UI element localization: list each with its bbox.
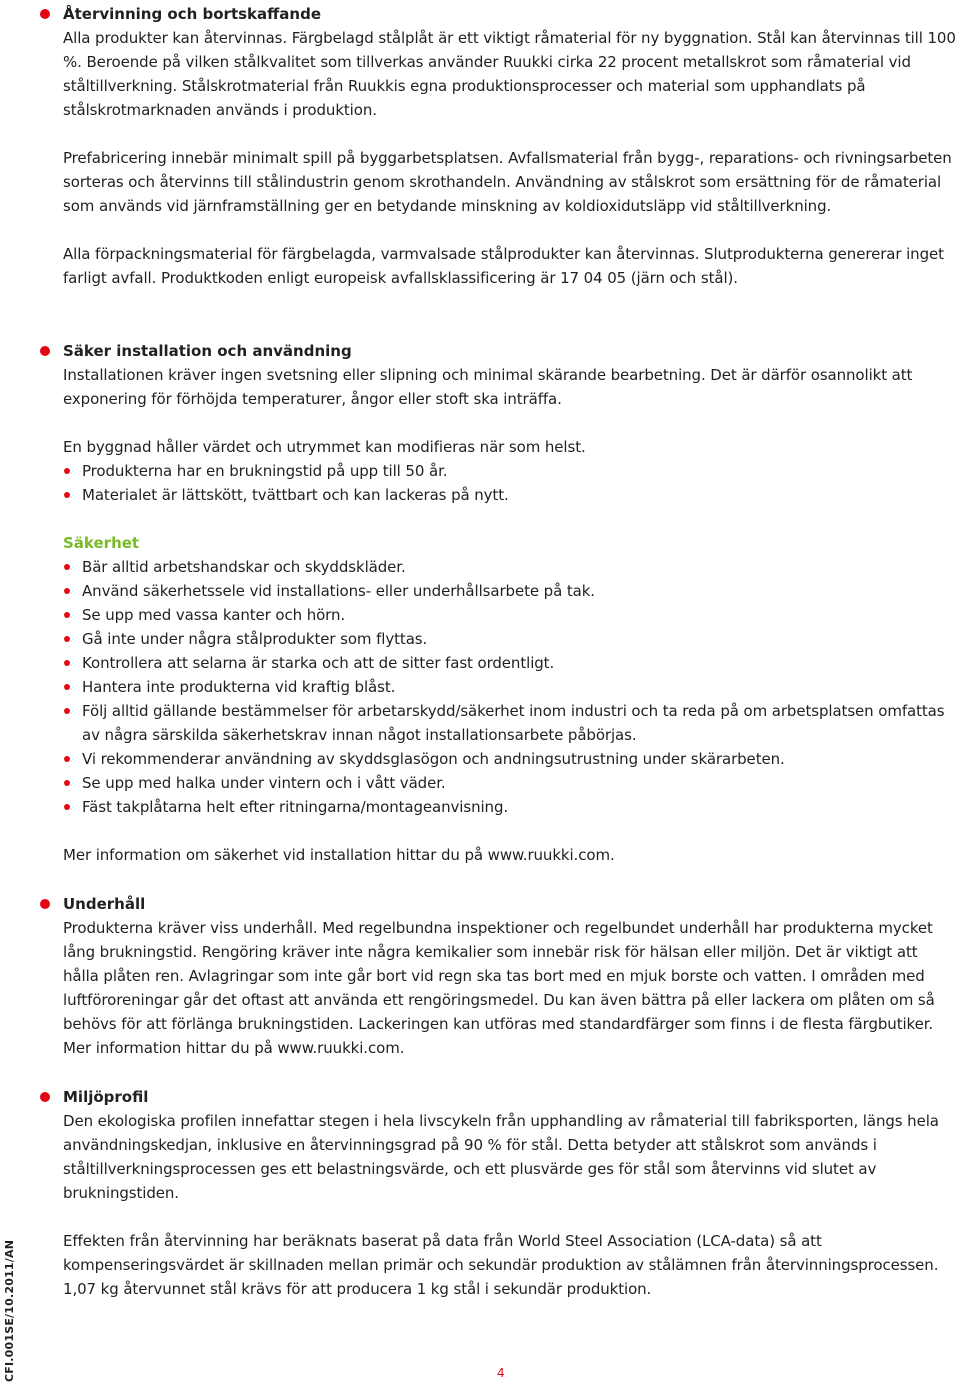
bullet-icon <box>64 588 70 594</box>
more-info-text: Mer information om säkerhet vid installation hittar du på www.ruukki.com. <box>63 846 615 864</box>
red-bullet-icon <box>40 899 50 909</box>
section-heading <box>63 1085 956 1109</box>
page-number: 4 <box>497 1366 505 1380</box>
paragraph: Prefabricering innebär minimalt spill på byggarbetsplatsen. Avfallsmaterial från bygg-, reparations- och rivningsarbeten sorteras och återvinns till stålindustrin genom skrothandeln. Användning av stålskrot som ersättning för de råmaterial som används vid järnframställning ger en betydande minskning av koldioxidutsläpp vid ståltillverkning. <box>63 149 952 215</box>
section-recycling <box>63 2 956 290</box>
bullet-icon <box>64 780 70 786</box>
bullet-icon <box>64 708 70 714</box>
paragraph: Den ekologiska profilen innefattar stegen i hela livscykeln från upphandling av råmaterial till fabriksporten, längs hela användningskedjan, inklusive en återvinningsgrad på 90 % för stål. Detta betyder att stålskrot som används i ståltillverkningsprocessen ges ett belastningsvärde, och ett plusvärde ges för stål som återvinns vid slutet av brukningstiden. <box>63 1112 939 1202</box>
section-heading <box>63 339 956 363</box>
bullet-icon <box>64 612 70 618</box>
paragraph: Installationen kräver ingen svetsning eller slipning och minimal skärande bearbetning. Det är därför osannolikt att exponering för förhöjda temperaturer, ångor eller stoft ska inträffa. <box>63 366 913 408</box>
section-environment <box>63 1085 956 1301</box>
section-heading <box>63 2 956 26</box>
bullet-icon <box>64 492 70 498</box>
bullet-list <box>63 459 956 507</box>
paragraph: Produkterna kräver viss underhåll. Med regelbundna inspektioner och regelbundet underhåll har produkterna mycket lång brukningstid. Rengöring kräver inte några kemikalier som innebär risk för hälsan eller miljön. Det är viktigt att hålla plåten ren. Avlagringar som inte går bort vid regn ska tas bort med en mjuk borste och vatten. I områden med luftföroreningar går det oftast att använda ett rengöringsmedel. Du kan även bättra på eller lackera om plåten om så behövs för att förlänga brukningstiden. Lackeringen kan utföras med standardfärger som finns i de flesta färgbutiker. Mer information hittar du på www.ruukki.com. <box>63 919 935 1057</box>
list-item: Vi rekommenderar användning av skyddsglasögon och andningsutrustning under skärarbeten. <box>63 747 956 771</box>
list-item: Se upp med vassa kanter och hörn. <box>63 603 956 627</box>
subsection-heading: Säkerhet <box>63 534 140 552</box>
bullet-icon <box>64 564 70 570</box>
bullet-icon <box>64 636 70 642</box>
bullet-icon <box>64 684 70 690</box>
bullet-list <box>63 555 956 819</box>
red-bullet-icon <box>40 1092 50 1102</box>
heading-text: Säker installation och användning <box>63 342 352 360</box>
list-item: Följ alltid gällande bestämmelser för arbetarskydd/säkerhet inom industri och ta reda på om arbetsplatsen omfattas av några särskilda säkerhetskrav innan något installationsarbete påbörjas. <box>63 699 956 747</box>
list-item: Materialet är lättskött, tvättbart och kan lackeras på nytt. <box>63 483 956 507</box>
section-maintenance <box>63 892 956 1060</box>
section-heading <box>63 892 956 916</box>
list-item: Hantera inte produkterna vid kraftig blåst. <box>63 675 956 699</box>
list-item: Se upp med halka under vintern och i vått väder. <box>63 771 956 795</box>
paragraph: En byggnad håller värdet och utrymmet kan modifieras när som helst. <box>63 438 586 456</box>
list-item: Kontrollera att selarna är starka och att de sitter fast ordentligt. <box>63 651 956 675</box>
section-safety <box>63 531 956 867</box>
paragraph: Alla produkter kan återvinnas. Färgbelagd stålplåt är ett viktigt råmaterial för ny byggnation. Stål kan återvinnas till 100 %. Beroende på vilken stålkvalitet som tillverkas använder Ruukki cirka 22 procent metallskrot som råmaterial vid ståltillverkning. Stålskrotmaterial från Ruukkis egna produktionsprocesser och material som upphandlats på stålskrotmarknaden används i produktion. <box>63 29 956 119</box>
heading-text: Underhåll <box>63 895 146 913</box>
list-item: Fäst takplåtarna helt efter ritningarna/montageanvisning. <box>63 795 956 819</box>
heading-text: Miljöprofil <box>63 1088 149 1106</box>
bullet-icon <box>64 804 70 810</box>
paragraph: Alla förpackningsmaterial för färgbelagda, varmvalsade stålprodukter kan återvinnas. Slutprodukterna genererar inget farligt avfall. Produktkoden enligt europeisk avfallsklassificering är 17 04 05 (järn och stål). <box>63 245 944 287</box>
bullet-icon <box>64 468 70 474</box>
bullet-icon <box>64 660 70 666</box>
bullet-icon <box>64 756 70 762</box>
document-code: CFI.001SE/10.2011/AN <box>3 1239 16 1382</box>
list-item: Använd säkerhetssele vid installations- eller underhållsarbete på tak. <box>63 579 956 603</box>
section-installation <box>63 339 956 507</box>
list-item: Bär alltid arbetshandskar och skyddskläder. <box>63 555 956 579</box>
paragraph: Effekten från återvinning har beräknats baserat på data från World Steel Association (LCA-data) så att kompenseringsvärdet är skillnaden mellan primär och sekundär produktion av stålämnen från återvinningsprocessen. 1,07 kg återvunnet stål krävs för att producera 1 kg stål i sekundär produktion. <box>63 1232 939 1298</box>
heading-text: Återvinning och bortskaffande <box>63 5 322 23</box>
list-item: Produkterna har en brukningstid på upp till 50 år. <box>63 459 956 483</box>
red-bullet-icon <box>40 346 50 356</box>
red-bullet-icon <box>40 9 50 19</box>
list-item: Gå inte under några stålprodukter som flyttas. <box>63 627 956 651</box>
